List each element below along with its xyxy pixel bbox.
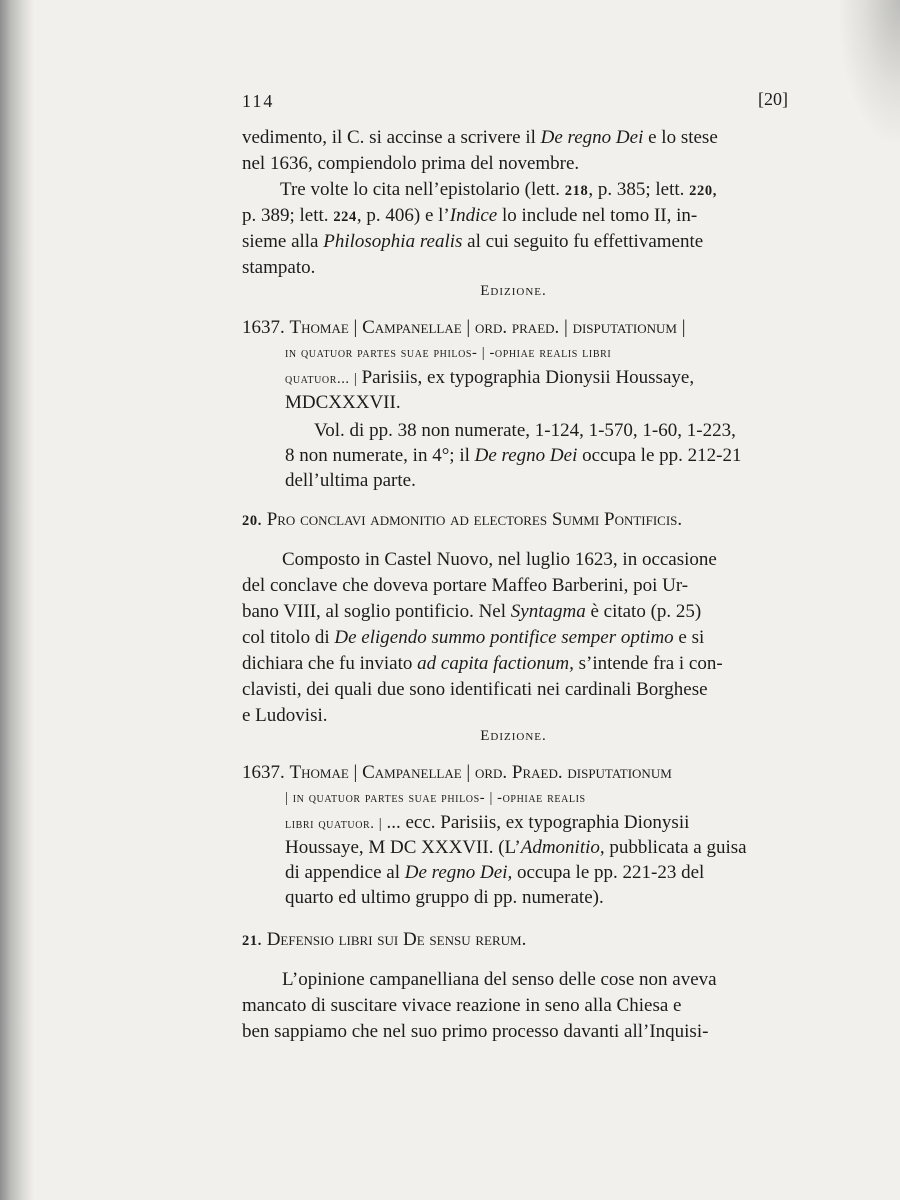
bibliography-line: | in quatuor partes suae philos- | -ophiae realis bbox=[285, 790, 586, 806]
text-line: sieme alla Philosophia realis al cui seguito fu effettivamente bbox=[242, 231, 704, 252]
text-line: Tre volte lo cita nell’epistolario (lett. 218, p. 385; lett. 220, bbox=[280, 179, 717, 200]
text-line: p. 389; lett. 224, p. 406) e l’Indice lo include nel tomo II, in- bbox=[242, 205, 698, 226]
section-heading: 21. Defensio libri sui De sensu rerum. bbox=[242, 929, 527, 950]
bibliography-line: libri quatuor. | ... ecc. Parisiis, ex typographia Dionysii bbox=[285, 812, 690, 833]
text-line: bano VIII, al soglio pontificio. Nel Syntagma è citato (p. 25) bbox=[242, 601, 702, 622]
text-line: stampato. bbox=[242, 257, 316, 278]
section-number: [20] bbox=[758, 89, 788, 109]
bibliography-line: 1637. Thomae | Campanellae | ord. Praed. disputationum bbox=[242, 762, 672, 783]
volume-note-line: 8 non numerate, in 4°; il De regno Dei occupa le pp. 212-21 bbox=[285, 445, 742, 466]
bibliography-line: di appendice al De regno Dei, occupa le pp. 221-23 del bbox=[285, 862, 705, 883]
edition-heading: Edizione. bbox=[480, 283, 547, 299]
text-line: nel 1636, compiendolo prima del novembre. bbox=[242, 153, 580, 174]
text-line: col titolo di De eligendo summo pontifice semper optimo e si bbox=[242, 627, 705, 648]
bibliography-line: quarto ed ultimo gruppo di pp. numerate). bbox=[285, 887, 604, 908]
bibliography-line: in quatuor partes suae philos- | -ophiae realis libri bbox=[285, 345, 612, 361]
bibliography-line: quatuor... | Parisiis, ex typographia Dionysii Houssaye, bbox=[285, 367, 695, 388]
text-line: clavisti, dei quali due sono identificati nei cardinali Borghese bbox=[242, 679, 708, 700]
text-line: del conclave che doveva portare Maffeo Barberini, poi Ur- bbox=[242, 575, 689, 596]
page-number: 114 bbox=[242, 91, 275, 111]
page-corner-shadow bbox=[840, 0, 900, 140]
volume-note-line: dell’ultima parte. bbox=[285, 470, 416, 491]
text-line: ben sappiamo che nel suo primo processo davanti all’Inquisi- bbox=[242, 1021, 709, 1042]
bibliography-line: Houssaye, M DC XXXVII. (L’Admonitio, pubblicata a guisa bbox=[285, 837, 747, 858]
text-line: e Ludovisi. bbox=[242, 705, 328, 726]
text-line: dichiara che fu inviato ad capita factionum, s’intende fra i con- bbox=[242, 653, 723, 674]
text-line: mancato di suscitare vivace reazione in seno alla Chiesa e bbox=[242, 995, 682, 1016]
edition-heading: Edizione. bbox=[480, 728, 547, 744]
volume-note-line: Vol. di pp. 38 non numerate, 1-124, 1-570, 1-60, 1-223, bbox=[314, 420, 736, 441]
section-heading: 20. Pro conclavi admonitio ad electores Summi Pontificis. bbox=[242, 509, 683, 530]
bibliography-line: MDCXXXVII. bbox=[285, 392, 401, 413]
text-line: L’opinione campanelliana del senso delle cose non aveva bbox=[282, 969, 717, 990]
page-edge-shadow bbox=[0, 0, 34, 1200]
bibliography-line: 1637. Thomae | Campanellae | ord. praed. | disputationum | bbox=[242, 317, 686, 338]
text-line: Composto in Castel Nuovo, nel luglio 1623, in occasione bbox=[282, 549, 717, 570]
text-line: vedimento, il C. si accinse a scrivere il De regno Dei e lo stese bbox=[242, 127, 718, 148]
